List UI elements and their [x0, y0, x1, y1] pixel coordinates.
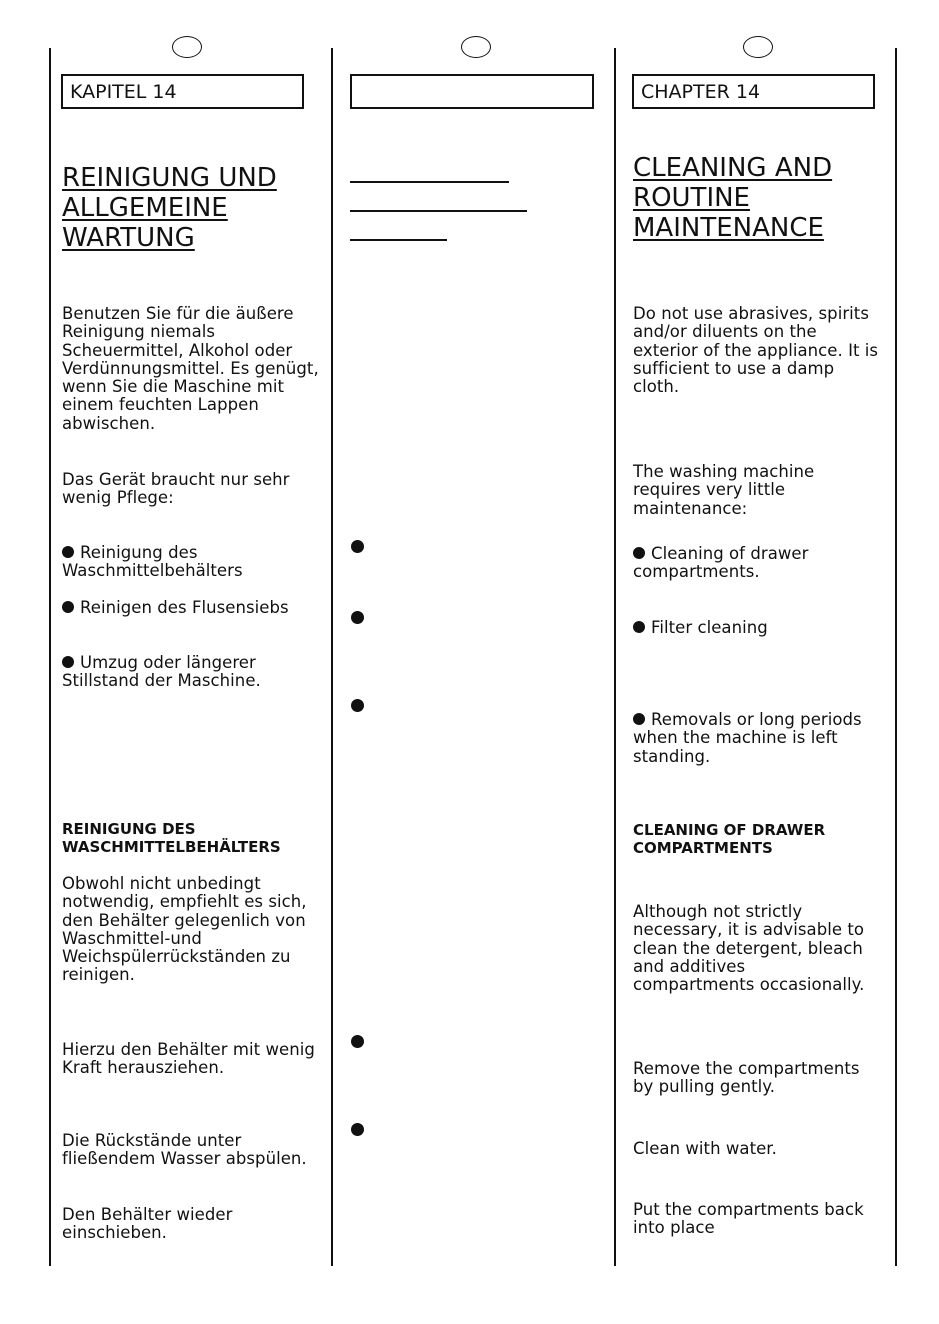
paragraph-en-maintenance-intro: The washing machine requires very little maintenance: — [633, 462, 815, 518]
title-placeholder-line-2 — [350, 210, 527, 212]
section-title-en-line-3: MAINTENANCE — [633, 213, 824, 243]
subheading-en-drawer: CLEANING OF DRAWER COMPARTMENTS — [633, 821, 826, 858]
bullet-icon-middle-2 — [351, 611, 364, 624]
section-title-en-line-2: ROUTINE — [633, 183, 750, 213]
bullet-en-filter-text: Filter cleaning — [651, 618, 768, 637]
title-placeholder-line-1 — [350, 181, 509, 183]
language-marker-de — [172, 36, 202, 58]
bullet-icon — [62, 601, 74, 613]
paragraph-en-exterior-cleaning: Do not use abrasives, spirits and/or diluents on the exterior of the appliance. It is sufficient to use a damp cloth. — [633, 304, 879, 397]
language-marker-en — [743, 36, 773, 58]
bullet-de-filter-text: Reinigen des Flusensiebs — [80, 598, 289, 617]
bullet-en-drawer-text: Cleaning of drawer compartments. — [633, 544, 809, 582]
bullet-icon-middle-3 — [351, 699, 364, 712]
bullet-en-removal — [633, 711, 862, 766]
chapter-label-middle — [350, 74, 594, 109]
column-divider-right — [895, 48, 897, 1266]
paragraph-de-exterior-cleaning: Benutzen Sie für die äußere Reinigung niemals Scheuermittel, Alkohol oder Verdünnungsmittel. Es genügt, wenn Sie die Maschine mit einem feuchten Lappen abwischen. — [62, 304, 319, 433]
bullet-de-drawer — [62, 544, 243, 581]
paragraph-de-maintenance-intro: Das Gerät braucht nur sehr wenig Pflege: — [62, 470, 290, 508]
bullet-en-removal-text: Removals or long periods when the machine is left standing. — [633, 710, 862, 766]
section-title-en — [633, 153, 832, 243]
paragraph-en-rinse: Clean with water. — [633, 1139, 777, 1158]
chapter-label-de: KAPITEL 14 — [61, 74, 304, 109]
column-divider-center-left — [331, 48, 333, 1266]
bullet-icon-middle-1 — [351, 540, 364, 553]
paragraph-en-remove: Remove the compartments by pulling gently. — [633, 1059, 860, 1097]
section-title-en-line-1: CLEANING AND — [633, 153, 833, 183]
paragraph-en-drawer-advice: Although not strictly necessary, it is advisable to clean the detergent, bleach and additives compartments occasionally. — [633, 902, 865, 995]
section-title-de-line-2: ALLGEMEINE — [62, 193, 228, 223]
paragraph-de-drawer-advice: Obwohl nicht unbedingt notwendig, empfiehlt es sich, den Behälter gelegenlich von Waschmittel-und Weichspülerrückständen zu reinigen. — [62, 874, 307, 985]
bullet-icon — [633, 621, 645, 633]
column-divider-center-right — [614, 48, 616, 1266]
section-title-de-line-3: WARTUNG — [62, 223, 195, 253]
chapter-label-en: CHAPTER 14 — [632, 74, 875, 109]
subheading-de-drawer: REINIGUNG DES WASCHMITTELBEHÄLTERS — [62, 820, 281, 857]
paragraph-de-remove: Hierzu den Behälter mit wenig Kraft herausziehen. — [62, 1040, 315, 1078]
bullet-icon — [633, 713, 645, 725]
bullet-icon — [62, 546, 74, 558]
column-divider-left — [49, 48, 51, 1266]
paragraph-en-reinsert: Put the compartments back into place — [633, 1200, 864, 1238]
bullet-icon-middle-4 — [351, 1035, 364, 1048]
section-title-de — [62, 163, 277, 253]
paragraph-de-reinsert: Den Behälter wieder einschieben. — [62, 1205, 233, 1243]
bullet-icon — [633, 547, 645, 559]
paragraph-de-rinse: Die Rückstände unter fließendem Wasser abspülen. — [62, 1131, 307, 1169]
language-marker-middle — [461, 36, 491, 58]
section-title-de-line-1: REINIGUNG UND — [62, 163, 277, 193]
bullet-de-drawer-text: Reinigung des Waschmittelbehälters — [62, 543, 243, 581]
title-placeholder-line-3 — [350, 239, 447, 241]
bullet-icon-middle-5 — [351, 1123, 364, 1136]
bullet-icon — [62, 656, 74, 668]
bullet-de-removal — [62, 654, 261, 691]
bullet-de-filter — [62, 599, 289, 617]
bullet-en-filter — [633, 619, 768, 637]
bullet-en-drawer — [633, 545, 808, 582]
bullet-de-removal-text: Umzug oder längerer Stillstand der Maschine. — [62, 653, 261, 691]
